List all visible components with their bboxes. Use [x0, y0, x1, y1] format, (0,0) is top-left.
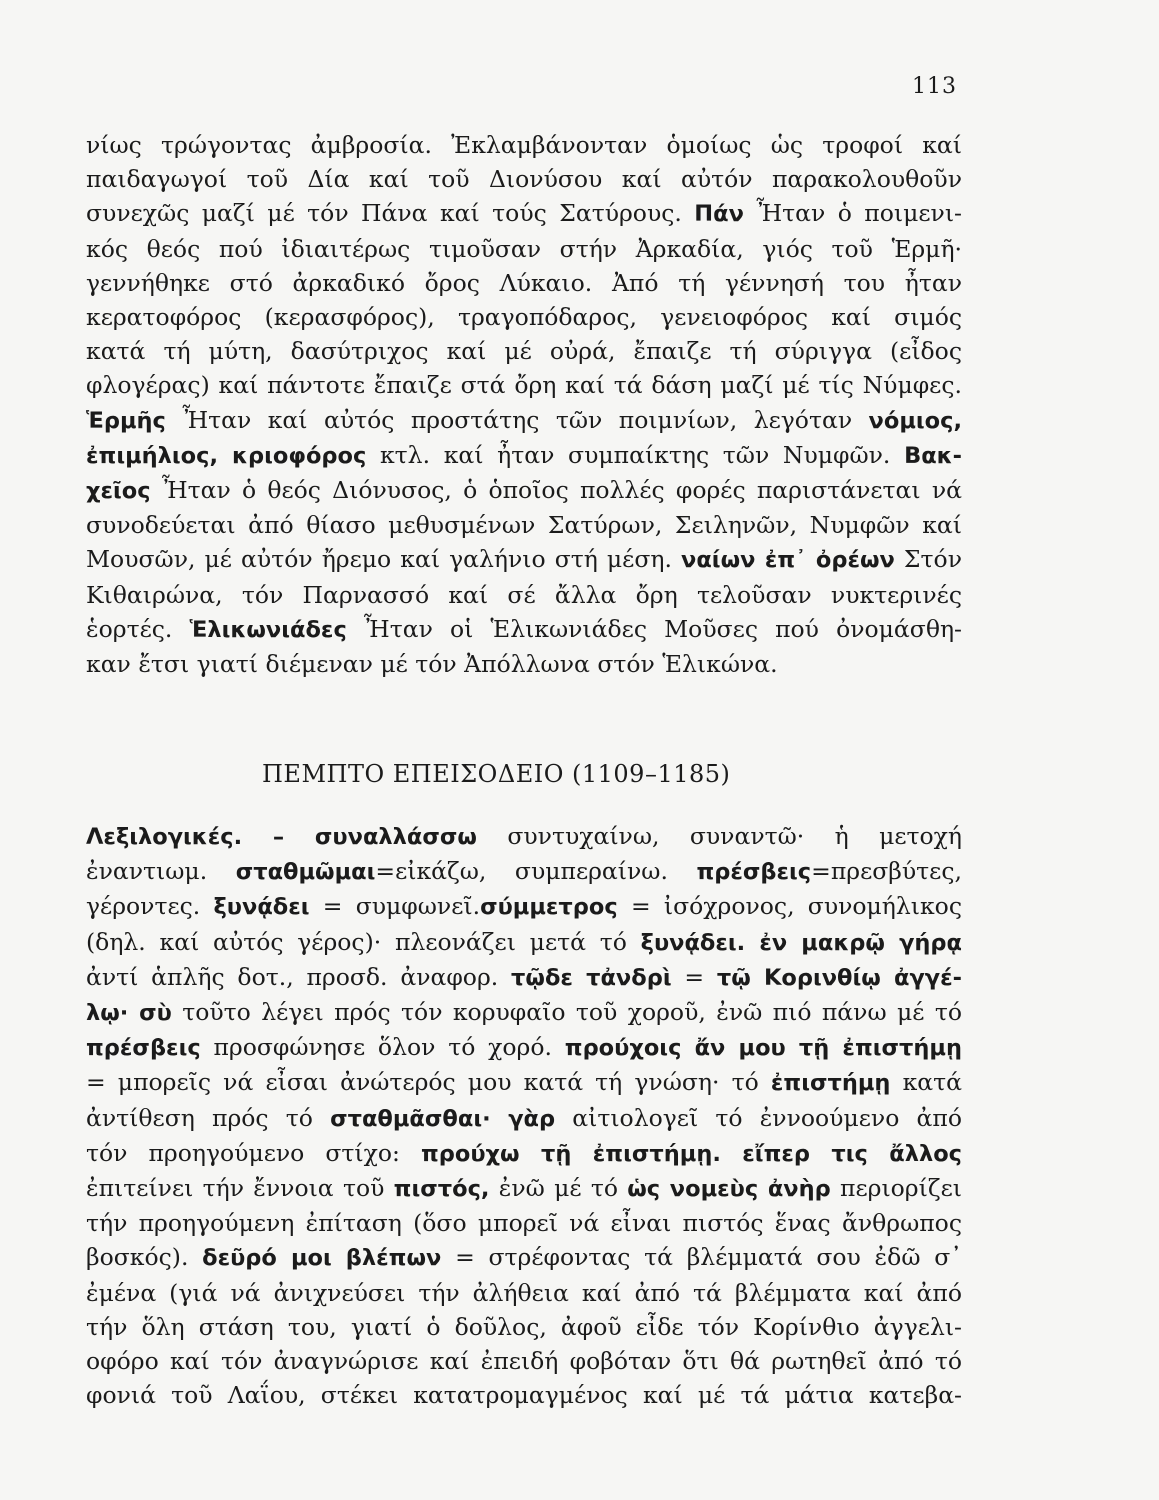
bold-term: προύχω τῇ ἐπιστήμῃ. εἴπερ τις ἄλλος	[420, 1140, 962, 1167]
text-run: Ἦταν καί αὐτός προστάτης τῶν ποιμνίων, λεγόταν	[165, 405, 869, 434]
text-line	[86, 266, 962, 300]
bold-term: ἐπιμήλιος, κριοφόρος	[86, 442, 367, 469]
text-line	[86, 925, 962, 960]
text-line	[86, 232, 962, 266]
text-run: συντυχαίνω, συναντῶ· ἡ μετοχή	[476, 822, 962, 850]
section-heading: ΠΕΜΠΤΟ ΕΠΕΙΣΟΔΕΙΟ (1109–1185)	[262, 760, 731, 788]
text-run: καν ἔτσι γιατί διέμεναν μέ τόν Ἀπόλλωνα στόν Ἑλικώνα.	[86, 650, 778, 679]
bold-term: τῷδε τἀνδρὶ	[511, 964, 672, 991]
bold-term: σταθμῶμαι	[235, 859, 376, 886]
text-run: ἀντίθεση πρός τό	[86, 1103, 331, 1132]
paragraph-mythology-notes	[86, 128, 962, 681]
text-run: (δηλ. καί αὐτός γέρος)· πλεονάζει μετά τό	[86, 927, 641, 956]
text-line	[86, 300, 962, 334]
text-line	[86, 162, 962, 196]
text-line	[86, 612, 962, 647]
text-line	[86, 1136, 962, 1171]
text-run: περιορίζει	[830, 1174, 962, 1203]
text-run: ἐμένα (γιά νά ἀνιχνεύσει τήν ἀλήθεια καί ἀπό τά βλέμματα καί ἀπό	[86, 1278, 962, 1307]
text-run: φονιά τοῦ Λαΐου, στέκει κατατρομαγμένος καί μέ τά μάτια κατεβα-	[86, 1381, 962, 1410]
text-run: τήν ὅλη στάση του, γιατί ὁ δοῦλος, ἀφοῦ εἶδε τόν Κορίνθιο ἀγγελι-	[86, 1312, 962, 1341]
text-line	[86, 1065, 962, 1100]
text-run: ἀντί ἁπλῆς δοτ., προσδ. ἀναφορ.	[86, 962, 512, 991]
text-run: Κιθαιρώνα, τόν Παρνασσό καί σέ ἄλλα ὄρη τελοῦσαν νυκτερινές	[86, 580, 962, 609]
text-line	[86, 1310, 962, 1344]
text-run: κατά	[890, 1068, 963, 1097]
text-line	[86, 647, 962, 681]
text-run: τόν προηγούμενο στίχο:	[86, 1138, 421, 1167]
text-run: κερατοφόρος (κερασφόρος), τραγοπόδαρος, γενειοφόρος καί σιμός	[86, 303, 962, 332]
text-run: παιδαγωγοί τοῦ Δία καί τοῦ Διονύσου καί αὐτόν παρακολουθοῦν	[86, 165, 962, 194]
text-line	[86, 819, 962, 854]
text-line	[86, 854, 962, 889]
text-line	[86, 889, 962, 924]
text-run: συνοδεύεται ἀπό θίασο μεθυσμένων Σατύρων, Σειληνῶν, Νυμφῶν καί	[86, 511, 962, 540]
text-line	[86, 578, 962, 612]
text-run: οφόρο καί τόν ἀναγνώρισε καί ἐπειδή φοβόταν ὅτι θά ρωτηθεῖ ἀπό τό	[86, 1347, 962, 1376]
text-run: κτλ. καί ἦταν συμπαίκτης τῶν Νυμφῶν.	[366, 440, 905, 469]
text-run: = μπορεῖς νά εἶσαι ἀνώτερός μου κατά τή γνώση· τό	[86, 1068, 771, 1097]
text-line	[86, 1276, 962, 1310]
text-line	[86, 1030, 962, 1065]
text-run: = ἰσόχρονος, συνομήλικος	[617, 892, 962, 921]
text-run: αἰτιολογεῖ τό ἐννοούμενο ἀπό	[555, 1103, 962, 1132]
text-line	[86, 473, 962, 508]
text-line	[86, 1171, 962, 1206]
bold-term: ναίων ἐπ᾽ ὀρέων	[681, 547, 895, 574]
text-line	[86, 960, 962, 995]
text-run: τήν προηγούμενη ἐπίταση (ὅσο μπορεῖ νά εἶναι πιστός ἕνας ἄνθρωπος	[86, 1209, 962, 1238]
text-run: =	[671, 962, 717, 991]
text-run: ἑορτές.	[86, 614, 190, 643]
bold-term: χεῖος	[86, 478, 151, 505]
bold-term: νόμιος,	[868, 407, 962, 434]
text-line	[86, 368, 962, 402]
text-line	[86, 1240, 962, 1275]
bold-term: ἐπιστήμῃ	[770, 1070, 891, 1097]
bold-term: Ἑλικωνιάδες	[189, 616, 347, 643]
text-line	[86, 438, 962, 473]
text-run: Ἦταν οἱ Ἑλικωνιάδες Μοῦσες πού ὀνομάσθη-	[346, 614, 963, 643]
paragraph-vocabulary-notes	[86, 819, 962, 1412]
text-run: ἐνῶ μέ τό	[489, 1174, 628, 1203]
bold-term: Ἑρμῆς	[86, 407, 166, 434]
bold-term: πρέσβεις	[696, 859, 812, 886]
text-line	[86, 542, 962, 577]
text-run: =πρεσβύτες,	[811, 857, 962, 886]
bold-term: δεῦρό μοι βλέπων	[202, 1245, 442, 1272]
text-line	[86, 995, 962, 1030]
bold-term: προύχοις ἄν μου τῇ ἐπιστήμῃ	[564, 1035, 962, 1062]
text-run: = στρέφοντας τά βλέμματά σου ἐδῶ σ᾽	[441, 1243, 962, 1272]
text-run: = συμφωνεῖ.	[309, 892, 481, 921]
text-line	[86, 508, 962, 542]
text-run: ἐπιτείνει τήν ἔννοια τοῦ	[86, 1174, 394, 1203]
text-run: ἐναντιωμ.	[86, 857, 236, 886]
bold-term: ξυνᾴδει. ἐν μακρῷ γήρᾳ	[640, 929, 962, 956]
text-line	[86, 128, 962, 162]
text-run: νίως τρώγοντας ἀμβροσία. Ἐκλαμβάνονταν ὁμοίως ὡς τροφοί καί	[86, 131, 962, 159]
text-line	[86, 1206, 962, 1240]
page-number: 113	[912, 74, 957, 99]
bold-term: λῳ· σὺ	[86, 1000, 172, 1027]
bold-term: ὡς νομεὺς ἀνὴρ	[627, 1176, 831, 1203]
text-run: βοσκός).	[86, 1243, 203, 1272]
text-line	[86, 196, 962, 231]
text-run: συνεχῶς μαζί μέ τόν Πάνα καί τούς Σατύρους.	[86, 199, 695, 228]
text-run: =εἰκάζω, συμπεραίνω.	[375, 857, 697, 886]
text-run: τοῦτο λέγει πρός τόν κορυφαῖο τοῦ χοροῦ, ἐνῶ πιό πάνω μέ τό	[171, 998, 962, 1027]
text-line	[86, 403, 962, 438]
text-run: γεννήθηκε στό ἀρκαδικό ὄρος Λύκαιο. Ἀπό τή γέννησή του ἦταν	[86, 268, 962, 297]
bold-term: Λεξιλογικές. – συναλλάσσω	[86, 824, 477, 850]
text-line	[86, 1344, 962, 1378]
text-run: κός θεός πού ἰδιαιτέρως τιμοῦσαν στήν Ἀρκαδία, γιός τοῦ Ἑρμῆ·	[86, 234, 962, 263]
bold-term: σταθμᾶσθαι· γὰρ	[330, 1105, 556, 1132]
text-run: Στόν	[894, 545, 962, 574]
text-run: κατά τή μύτη, δασύτριχος καί μέ οὐρά, ἔπαιζε τή σύριγγα (εἶδος	[86, 337, 962, 366]
text-line	[86, 334, 962, 368]
text-line	[86, 1378, 962, 1412]
text-run: προσφώνησε ὅλον τό χορό.	[200, 1033, 565, 1062]
text-line	[86, 1101, 962, 1136]
bold-term: πιστός,	[393, 1176, 490, 1203]
text-run: Ἦταν ὁ θεός Διόνυσος, ὁ ὁποῖος πολλές φορές παριστάνεται νά	[150, 476, 962, 505]
bold-term: τῷ Κορινθίῳ ἀγγέ-	[716, 964, 962, 991]
text-run: Μουσῶν, μέ αὐτόν ἤρεμο καί γαλήνιο στή μέση.	[86, 545, 682, 574]
text-run: φλογέρας) καί πάντοτε ἔπαιζε στά ὄρη καί τά δάση μαζί μέ τίς Νύμφες.	[86, 371, 962, 400]
bold-term: σύμμετρος	[480, 894, 618, 921]
bold-term: πρέσβεις	[86, 1035, 201, 1062]
bold-term: ξυνᾴδει	[213, 894, 310, 921]
text-run: γέροντες.	[86, 892, 214, 921]
bold-term: Πάν	[694, 201, 744, 228]
text-run: Ἦταν ὁ ποιμενι-	[743, 199, 962, 228]
bold-term: Βακ-	[904, 442, 962, 469]
